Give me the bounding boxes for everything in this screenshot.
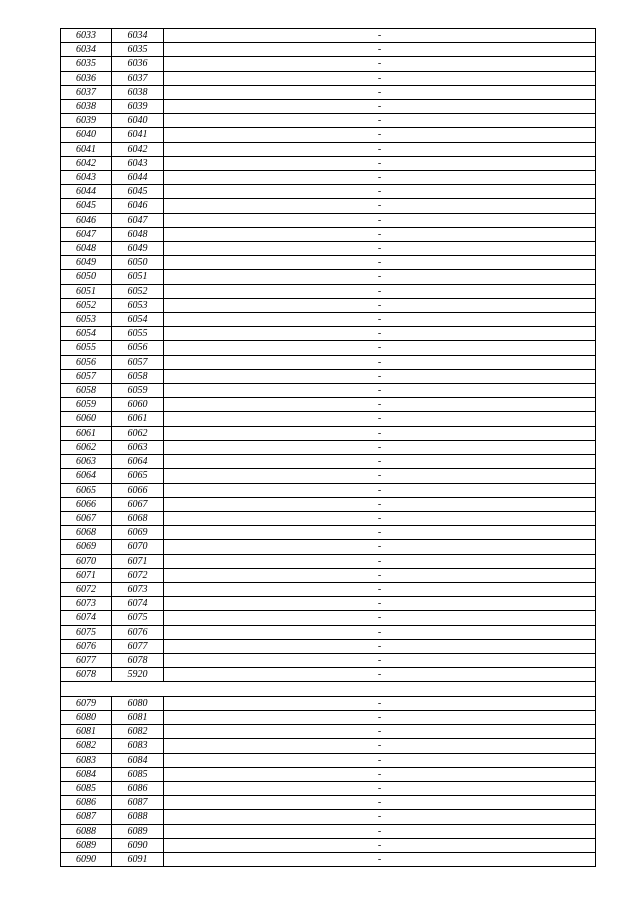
from-number-cell: 6038 xyxy=(61,100,112,114)
from-number-cell: 6050 xyxy=(61,270,112,284)
value-cell: - xyxy=(164,242,596,256)
table-row xyxy=(61,57,596,71)
from-number-cell: 6071 xyxy=(61,568,112,582)
to-number-cell: 6049 xyxy=(112,242,164,256)
from-number-cell: 6055 xyxy=(61,341,112,355)
value-cell: - xyxy=(164,369,596,383)
to-number-cell: 6057 xyxy=(112,355,164,369)
value-cell: - xyxy=(164,270,596,284)
table-row xyxy=(61,43,596,57)
value-cell: - xyxy=(164,227,596,241)
table-row xyxy=(61,469,596,483)
from-number-cell: 6035 xyxy=(61,57,112,71)
to-number-cell: 6060 xyxy=(112,398,164,412)
to-number-cell: 6045 xyxy=(112,185,164,199)
table-row xyxy=(61,554,596,568)
value-cell: - xyxy=(164,753,596,767)
to-number-cell: 6072 xyxy=(112,568,164,582)
from-number-cell: 6044 xyxy=(61,185,112,199)
from-number-cell: 6047 xyxy=(61,227,112,241)
to-number-cell: 6080 xyxy=(112,696,164,710)
to-number-cell: 6051 xyxy=(112,270,164,284)
spacer-row xyxy=(61,682,596,697)
to-number-cell: 6062 xyxy=(112,426,164,440)
to-number-cell: 6078 xyxy=(112,653,164,667)
table-row xyxy=(61,568,596,582)
value-cell: - xyxy=(164,171,596,185)
from-number-cell: 6040 xyxy=(61,128,112,142)
value-cell: - xyxy=(164,625,596,639)
value-cell: - xyxy=(164,739,596,753)
table-row xyxy=(61,284,596,298)
from-number-cell: 6051 xyxy=(61,284,112,298)
to-number-cell: 6073 xyxy=(112,582,164,596)
table-row xyxy=(61,810,596,824)
table-row xyxy=(61,653,596,667)
table-row xyxy=(61,171,596,185)
to-number-cell: 6087 xyxy=(112,796,164,810)
table-row xyxy=(61,341,596,355)
to-number-cell: 6063 xyxy=(112,440,164,454)
to-number-cell: 6082 xyxy=(112,725,164,739)
to-number-cell: 6043 xyxy=(112,156,164,170)
spacer-cell xyxy=(61,682,596,697)
to-number-cell: 6084 xyxy=(112,753,164,767)
to-number-cell: 6047 xyxy=(112,213,164,227)
from-number-cell: 6062 xyxy=(61,440,112,454)
value-cell: - xyxy=(164,426,596,440)
table-row xyxy=(61,369,596,383)
table-row xyxy=(61,639,596,653)
to-number-cell: 6066 xyxy=(112,483,164,497)
from-number-cell: 6057 xyxy=(61,369,112,383)
to-number-cell: 6039 xyxy=(112,100,164,114)
value-cell: - xyxy=(164,483,596,497)
from-number-cell: 6061 xyxy=(61,426,112,440)
from-number-cell: 6076 xyxy=(61,639,112,653)
to-number-cell: 6075 xyxy=(112,611,164,625)
value-cell: - xyxy=(164,696,596,710)
from-number-cell: 6086 xyxy=(61,796,112,810)
table-row xyxy=(61,611,596,625)
from-number-cell: 6046 xyxy=(61,213,112,227)
to-number-cell: 6046 xyxy=(112,199,164,213)
to-number-cell: 6077 xyxy=(112,639,164,653)
table-row xyxy=(61,85,596,99)
table-row xyxy=(61,838,596,852)
value-cell: - xyxy=(164,185,596,199)
table-row xyxy=(61,824,596,838)
table-body-group-2 xyxy=(61,696,596,866)
to-number-cell: 6088 xyxy=(112,810,164,824)
to-number-cell: 6086 xyxy=(112,782,164,796)
value-cell: - xyxy=(164,298,596,312)
value-cell: - xyxy=(164,653,596,667)
value-cell: - xyxy=(164,29,596,43)
value-cell: - xyxy=(164,838,596,852)
value-cell: - xyxy=(164,440,596,454)
table-row xyxy=(61,711,596,725)
value-cell: - xyxy=(164,199,596,213)
to-number-cell: 6068 xyxy=(112,511,164,525)
table-row xyxy=(61,114,596,128)
to-number-cell: 6041 xyxy=(112,128,164,142)
table-row xyxy=(61,412,596,426)
from-number-cell: 6083 xyxy=(61,753,112,767)
value-cell: - xyxy=(164,668,596,682)
table-row xyxy=(61,355,596,369)
table-row xyxy=(61,270,596,284)
table-row xyxy=(61,483,596,497)
value-cell: - xyxy=(164,142,596,156)
table-row xyxy=(61,767,596,781)
value-cell: - xyxy=(164,796,596,810)
table-row xyxy=(61,796,596,810)
to-number-cell: 6052 xyxy=(112,284,164,298)
value-cell: - xyxy=(164,57,596,71)
value-cell: - xyxy=(164,284,596,298)
to-number-cell: 6076 xyxy=(112,625,164,639)
value-cell: - xyxy=(164,711,596,725)
value-cell: - xyxy=(164,540,596,554)
value-cell: - xyxy=(164,100,596,114)
value-cell: - xyxy=(164,156,596,170)
value-cell: - xyxy=(164,455,596,469)
to-number-cell: 6034 xyxy=(112,29,164,43)
from-number-cell: 6053 xyxy=(61,313,112,327)
table-row xyxy=(61,156,596,170)
value-cell: - xyxy=(164,341,596,355)
from-number-cell: 6052 xyxy=(61,298,112,312)
table-row xyxy=(61,753,596,767)
table-row xyxy=(61,256,596,270)
to-number-cell: 6085 xyxy=(112,767,164,781)
value-cell: - xyxy=(164,568,596,582)
to-number-cell: 6067 xyxy=(112,497,164,511)
from-number-cell: 6089 xyxy=(61,838,112,852)
value-cell: - xyxy=(164,526,596,540)
to-number-cell: 6053 xyxy=(112,298,164,312)
table-row xyxy=(61,540,596,554)
table-row xyxy=(61,313,596,327)
value-cell: - xyxy=(164,398,596,412)
table-row xyxy=(61,384,596,398)
value-cell: - xyxy=(164,511,596,525)
from-number-cell: 6033 xyxy=(61,29,112,43)
from-number-cell: 6064 xyxy=(61,469,112,483)
from-number-cell: 6074 xyxy=(61,611,112,625)
from-number-cell: 6060 xyxy=(61,412,112,426)
table-row xyxy=(61,625,596,639)
table-row xyxy=(61,426,596,440)
to-number-cell: 6059 xyxy=(112,384,164,398)
value-cell: - xyxy=(164,639,596,653)
value-cell: - xyxy=(164,256,596,270)
table-row xyxy=(61,142,596,156)
to-number-cell: 6050 xyxy=(112,256,164,270)
value-cell: - xyxy=(164,327,596,341)
to-number-cell: 6055 xyxy=(112,327,164,341)
table-row xyxy=(61,100,596,114)
from-number-cell: 6039 xyxy=(61,114,112,128)
ledger-table xyxy=(60,28,596,867)
table-row xyxy=(61,782,596,796)
from-number-cell: 6049 xyxy=(61,256,112,270)
table-row xyxy=(61,440,596,454)
to-number-cell: 6048 xyxy=(112,227,164,241)
table-row xyxy=(61,853,596,867)
from-number-cell: 6078 xyxy=(61,668,112,682)
table-row xyxy=(61,327,596,341)
value-cell: - xyxy=(164,810,596,824)
value-cell: - xyxy=(164,128,596,142)
from-number-cell: 6070 xyxy=(61,554,112,568)
from-number-cell: 6088 xyxy=(61,824,112,838)
value-cell: - xyxy=(164,767,596,781)
value-cell: - xyxy=(164,313,596,327)
value-cell: - xyxy=(164,554,596,568)
from-number-cell: 6048 xyxy=(61,242,112,256)
from-number-cell: 6068 xyxy=(61,526,112,540)
to-number-cell: 6058 xyxy=(112,369,164,383)
to-number-cell: 6070 xyxy=(112,540,164,554)
table-row xyxy=(61,29,596,43)
from-number-cell: 6082 xyxy=(61,739,112,753)
to-number-cell: 6036 xyxy=(112,57,164,71)
table-row xyxy=(61,582,596,596)
from-number-cell: 6090 xyxy=(61,853,112,867)
table-row xyxy=(61,668,596,682)
from-number-cell: 6058 xyxy=(61,384,112,398)
from-number-cell: 6041 xyxy=(61,142,112,156)
table-row xyxy=(61,199,596,213)
to-number-cell: 6091 xyxy=(112,853,164,867)
from-number-cell: 6069 xyxy=(61,540,112,554)
table-row xyxy=(61,227,596,241)
from-number-cell: 6056 xyxy=(61,355,112,369)
to-number-cell: 6040 xyxy=(112,114,164,128)
to-number-cell: 6065 xyxy=(112,469,164,483)
table-spacer-section xyxy=(61,682,596,697)
value-cell: - xyxy=(164,582,596,596)
table-row xyxy=(61,185,596,199)
table-row xyxy=(61,597,596,611)
to-number-cell: 6089 xyxy=(112,824,164,838)
value-cell: - xyxy=(164,114,596,128)
value-cell: - xyxy=(164,213,596,227)
value-cell: - xyxy=(164,597,596,611)
value-cell: - xyxy=(164,355,596,369)
to-number-cell: 6081 xyxy=(112,711,164,725)
table-row xyxy=(61,455,596,469)
from-number-cell: 6042 xyxy=(61,156,112,170)
from-number-cell: 6054 xyxy=(61,327,112,341)
table-row xyxy=(61,398,596,412)
from-number-cell: 6087 xyxy=(61,810,112,824)
value-cell: - xyxy=(164,497,596,511)
value-cell: - xyxy=(164,853,596,867)
table-row xyxy=(61,511,596,525)
table-row xyxy=(61,739,596,753)
table-row xyxy=(61,497,596,511)
to-number-cell: 6090 xyxy=(112,838,164,852)
from-number-cell: 6079 xyxy=(61,696,112,710)
from-number-cell: 6084 xyxy=(61,767,112,781)
to-number-cell: 6037 xyxy=(112,71,164,85)
value-cell: - xyxy=(164,469,596,483)
to-number-cell: 6044 xyxy=(112,171,164,185)
value-cell: - xyxy=(164,725,596,739)
to-number-cell: 6042 xyxy=(112,142,164,156)
from-number-cell: 6075 xyxy=(61,625,112,639)
table-row xyxy=(61,526,596,540)
to-number-cell: 6083 xyxy=(112,739,164,753)
from-number-cell: 6043 xyxy=(61,171,112,185)
from-number-cell: 6066 xyxy=(61,497,112,511)
from-number-cell: 6072 xyxy=(61,582,112,596)
from-number-cell: 6077 xyxy=(61,653,112,667)
table-row xyxy=(61,242,596,256)
from-number-cell: 6065 xyxy=(61,483,112,497)
from-number-cell: 6037 xyxy=(61,85,112,99)
value-cell: - xyxy=(164,824,596,838)
to-number-cell: 6074 xyxy=(112,597,164,611)
value-cell: - xyxy=(164,782,596,796)
from-number-cell: 6045 xyxy=(61,199,112,213)
table-row xyxy=(61,725,596,739)
from-number-cell: 6063 xyxy=(61,455,112,469)
to-number-cell: 6069 xyxy=(112,526,164,540)
table-row xyxy=(61,213,596,227)
to-number-cell: 6035 xyxy=(112,43,164,57)
to-number-cell: 6071 xyxy=(112,554,164,568)
to-number-cell: 6038 xyxy=(112,85,164,99)
value-cell: - xyxy=(164,71,596,85)
table-row xyxy=(61,71,596,85)
to-number-cell: 6061 xyxy=(112,412,164,426)
table-row xyxy=(61,696,596,710)
to-number-cell: 6064 xyxy=(112,455,164,469)
value-cell: - xyxy=(164,43,596,57)
from-number-cell: 6034 xyxy=(61,43,112,57)
value-cell: - xyxy=(164,384,596,398)
from-number-cell: 6085 xyxy=(61,782,112,796)
to-number-cell: 6054 xyxy=(112,313,164,327)
value-cell: - xyxy=(164,85,596,99)
from-number-cell: 6036 xyxy=(61,71,112,85)
from-number-cell: 6059 xyxy=(61,398,112,412)
from-number-cell: 6080 xyxy=(61,711,112,725)
table-body-group-1 xyxy=(61,29,596,682)
from-number-cell: 6067 xyxy=(61,511,112,525)
from-number-cell: 6081 xyxy=(61,725,112,739)
to-number-cell: 6056 xyxy=(112,341,164,355)
from-number-cell: 6073 xyxy=(61,597,112,611)
value-cell: - xyxy=(164,412,596,426)
to-number-cell: 5920 xyxy=(112,668,164,682)
table-row xyxy=(61,298,596,312)
value-cell: - xyxy=(164,611,596,625)
table-row xyxy=(61,128,596,142)
